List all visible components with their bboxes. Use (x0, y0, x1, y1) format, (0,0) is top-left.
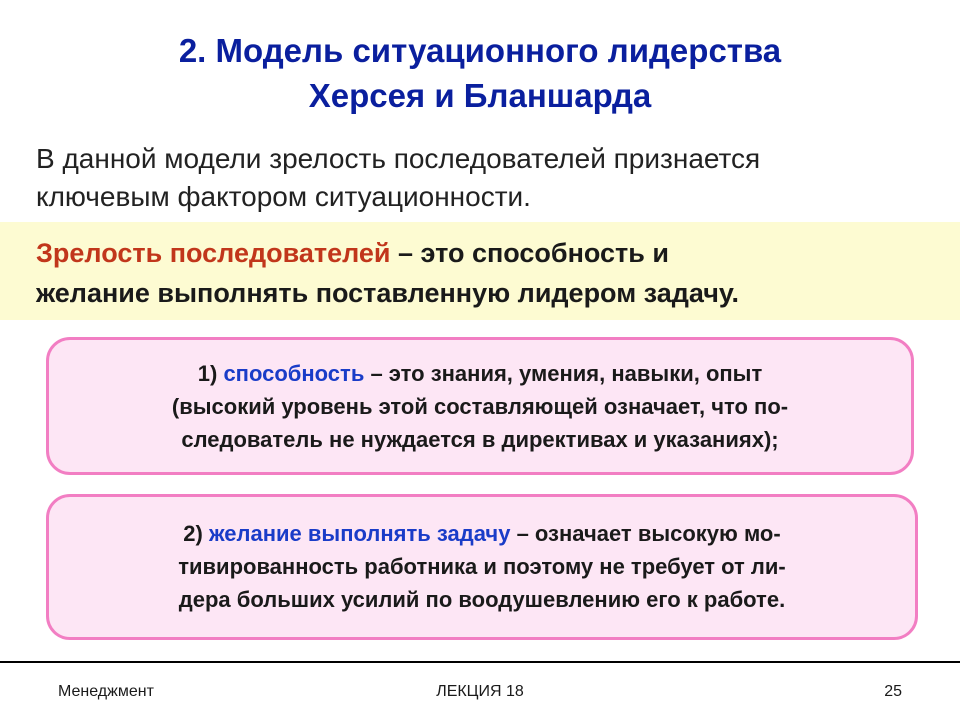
willingness-box (46, 494, 918, 640)
footer-course-name: Менеджмент (58, 683, 154, 700)
slide-title-line-2: Херсея и Бланшарда (308, 77, 652, 114)
willingness-line-1-rest: – означает высокую мо- (510, 521, 781, 546)
ability-keyword: способность (223, 361, 365, 386)
ability-line-1-rest: – это знания, умения, навыки, опыт (364, 361, 763, 386)
definition-line-2: желание выполнять поставленную лидером задачу. (36, 278, 740, 308)
willingness-number: 2) (183, 521, 209, 546)
willingness-box-line-3: дера больших усилий по воодушевлению его к работе. (178, 587, 786, 612)
slide-title (0, 28, 960, 118)
willingness-box-line-1 (49, 517, 915, 550)
ability-box-line-1 (49, 357, 911, 390)
definition-term: Зрелость последователей (36, 238, 391, 268)
definition-line-1 (36, 233, 946, 273)
willingness-keyword: желание выполнять задачу (208, 521, 511, 546)
intro-line-1: В данной модели зрелость последователей признается (36, 143, 761, 174)
footer-divider (0, 661, 960, 663)
willingness-box-line-2: тивированность работника и поэтому не требует от ли- (178, 554, 786, 579)
slide-title-line-1: 2. Модель ситуационного лидерства (178, 32, 782, 69)
footer-page-number: 25 (884, 683, 902, 700)
footer-lecture-label: ЛЕКЦИЯ 18 (436, 683, 524, 700)
intro-text (36, 140, 936, 216)
definition-text (36, 233, 946, 313)
ability-number: 1) (197, 361, 224, 386)
intro-line-2: ключевым фактором ситуационности. (36, 181, 531, 212)
ability-box-line-2: (высокий уровень этой составляющей означает, что по- (171, 394, 789, 419)
ability-box-line-3: следователь не нуждается в директивах и указаниях); (181, 427, 779, 452)
ability-box (46, 337, 914, 475)
definition-line-1-rest: – это способность и (390, 238, 669, 268)
